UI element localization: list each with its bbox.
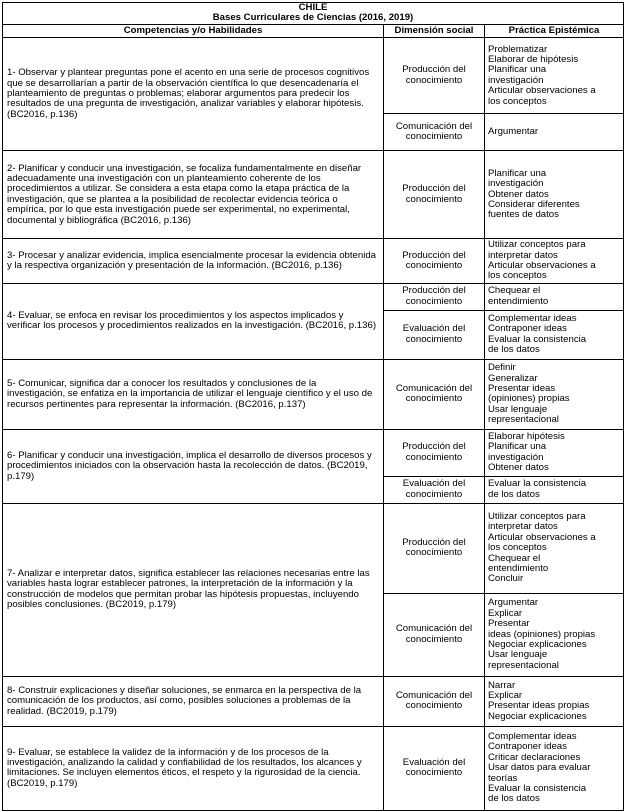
practica-item: de los datos — [488, 793, 540, 805]
practica-item: Usar datos para evaluar — [488, 762, 591, 774]
practica-item: Utilizar conceptos para — [488, 239, 586, 251]
competencia-cell: 3- Procesar y analizar evidencia, implica esencialmente procesar la evidencia obtenida y la respectiva organización y presentación de la información. (BC2016, p.136) — [3, 239, 384, 284]
practica-cell — [485, 429, 624, 476]
title-row — [3, 3, 624, 25]
practica-item: (opiniones) propias — [488, 393, 570, 405]
practica-item: Negociar explicaciones — [488, 639, 587, 651]
practica-item: Complementar ideas — [488, 730, 577, 742]
practica-item: entendimiento — [488, 295, 549, 307]
practica-item: representacional — [488, 414, 559, 426]
dimension-cell: Producción del conocimiento — [384, 503, 485, 593]
practica-item: interpretar datos — [488, 249, 558, 261]
table-body — [3, 38, 624, 811]
dimension-cell: Evaluación del conocimiento — [384, 726, 485, 810]
dimension-cell: Producción del conocimiento — [384, 38, 485, 114]
practica-item: Planificar una — [488, 167, 547, 179]
practica-item: Articular observaciones a — [488, 531, 596, 543]
dimension-cell: Producción del conocimiento — [384, 283, 485, 310]
table-row — [3, 283, 624, 310]
table-row — [3, 429, 624, 476]
table-row — [3, 359, 624, 429]
practica-item: Articular observaciones a — [488, 85, 596, 97]
practica-cell — [485, 310, 624, 359]
competencia-cell: 8- Construir explicaciones y diseñar soluciones, se enmarca en la perspectiva de la comunicación de los productos, así como, posibles soluciones a problemas de la realidad. (BC2019, p.179) — [3, 676, 384, 726]
practica-item: Obtener datos — [488, 188, 549, 200]
practica-item: Presentar ideas propias — [488, 700, 590, 712]
practica-cell — [485, 151, 624, 239]
table-row — [3, 503, 624, 593]
practica-item: Complementar ideas — [488, 313, 577, 325]
practica-item: Evaluar la consistencia — [488, 333, 587, 345]
practica-item: ideas (opiniones) propias — [488, 628, 596, 640]
practica-cell — [485, 283, 624, 310]
practica-item: Usar lenguaje — [488, 649, 548, 661]
practica-item: Elaborar de hipótesis — [488, 53, 579, 65]
dimension-cell: Producción del conocimiento — [384, 429, 485, 476]
practica-item: investigación — [488, 178, 544, 190]
practica-item: teorías — [488, 772, 518, 784]
practica-item: de los datos — [488, 344, 540, 356]
practica-item: Contraponer ideas — [488, 323, 567, 335]
practica-item: los conceptos — [488, 542, 547, 554]
table-row — [3, 38, 624, 114]
practica-cell — [485, 726, 624, 810]
practica-item: Argumentar — [488, 597, 539, 609]
practica-item: Usar lenguaje — [488, 403, 548, 415]
table-row — [3, 726, 624, 810]
practica-item: Considerar diferentes — [488, 198, 580, 210]
practica-item: interpretar datos — [488, 521, 558, 533]
practica-cell — [485, 239, 624, 284]
competencia-cell: 6- Planificar y conducir una investigación, implica el desarrollo de diversos procesos y procedimientos iniciados con la observación hasta la recolección de datos. (BC2019, p.179) — [3, 429, 384, 503]
table-row — [3, 239, 624, 284]
header-dimension: Dimensión social — [384, 24, 485, 37]
table-subtitle: Bases Curriculares de Ciencias (2016, 2019) — [212, 12, 414, 24]
practica-item: Presentar — [488, 618, 530, 630]
practica-item: Planificar una — [488, 441, 547, 453]
practica-item: Evaluar la consistencia — [488, 782, 587, 794]
practica-item: Explicar — [488, 689, 523, 701]
practica-item: Explicar — [488, 607, 523, 619]
table-row — [3, 151, 624, 239]
header-competencias: Competencias y/o Habilidades — [3, 24, 384, 37]
dimension-cell: Evaluación del conocimiento — [384, 476, 485, 503]
practica-cell — [485, 476, 624, 503]
practica-cell — [485, 359, 624, 429]
competencia-cell: 1- Observar y plantear preguntas pone el acento en una serie de procesos cognitivos que se desarrollarían a partir de la observación científica lo que desencadenaría el planteamiento de preguntas o problemas; elaborar argumentos para predecir los resultados de una pregunta de investigación, analizar variables y elaborar hipótesis. (BC2016, p.136) — [3, 38, 384, 151]
competencia-cell: 7- Analizar e interpretar datos, significa establecer las relaciones necesarias entre las variables hasta lograr establecer patrones, la interpretación de la información y la construcción de modelos que permitan probar las hipótesis propuestas, incluyendo posibles conclusiones. (BC2019, p.179) — [3, 503, 384, 676]
dimension-cell: Producción del conocimiento — [384, 151, 485, 239]
competencia-cell: 9- Evaluar, se establece la validez de la información y de los procesos de la investigación, analizando la calidad y confiabilidad de los resultados, los alcances y limitaciones. Se incluyen elementos éticos, el respeto y la rigurosidad de la ciencia. (BC2019, p.179) — [3, 726, 384, 810]
practica-item: Utilizar conceptos para — [488, 510, 586, 522]
practica-item: Contraponer ideas — [488, 741, 567, 753]
practica-item: Planificar una — [488, 64, 547, 76]
dimension-cell: Evaluación del conocimiento — [384, 310, 485, 359]
header-row — [3, 24, 624, 37]
dimension-cell: Producción del conocimiento — [384, 239, 485, 284]
dimension-cell: Comunicación del conocimiento — [384, 676, 485, 726]
practica-item: Criticar declaraciones — [488, 751, 581, 763]
practica-item: Articular observaciones a — [488, 260, 596, 272]
curriculum-table — [2, 2, 624, 811]
practica-item: los conceptos — [488, 270, 547, 282]
practica-item: Evaluar la consistencia — [488, 478, 587, 490]
practica-item: Problematizar — [488, 43, 548, 55]
practica-item: investigación — [488, 74, 544, 86]
table-title — [3, 3, 624, 25]
practica-cell — [485, 503, 624, 593]
practica-item: entendimiento — [488, 562, 549, 574]
dimension-cell: Comunicación del conocimiento — [384, 359, 485, 429]
header-practica: Práctica Epistémica — [485, 24, 624, 37]
practica-item: Presentar ideas — [488, 382, 556, 394]
competencia-cell: 5- Comunicar, significa dar a conocer los resultados y conclusiones de la investigación, se enfatiza en la importancia de utilizar el lenguaje científico y el uso de recursos pertinentes para representar la información. (BC2016, p.137) — [3, 359, 384, 429]
practica-cell — [485, 593, 624, 676]
practica-item: Argumentar — [488, 126, 539, 138]
competencia-cell: 4- Evaluar, se enfoca en revisar los procedimientos y los aspectos implicados y verificar los procesos y procedimientos realizados en la investigación. (BC2016, p.136) — [3, 283, 384, 359]
practica-item: Definir — [488, 362, 516, 374]
dimension-cell: Comunicación del conocimiento — [384, 114, 485, 151]
practica-item: Elaborar hipótesis — [488, 431, 565, 443]
dimension-cell: Comunicación del conocimiento — [384, 593, 485, 676]
practica-item: Concluir — [488, 573, 524, 585]
practica-item: Chequear el — [488, 285, 541, 297]
practica-item: los conceptos — [488, 95, 547, 107]
country-title: CHILE — [298, 2, 328, 13]
practica-item: Generalizar — [488, 372, 538, 384]
practica-cell — [485, 114, 624, 151]
practica-item: investigación — [488, 451, 544, 463]
practica-item: Narrar — [488, 679, 516, 691]
table-row — [3, 676, 624, 726]
practica-item: Chequear el — [488, 552, 541, 564]
competencia-cell: 2- Planificar y conducir una investigación, se focaliza fundamentalmente en diseñar adecuadamente una investigación con un planteamiento coherente de los procedimientos a utilizar. Se considera a esta etapa como la etapa práctica de la investigación, que se plantea a la posibilidad de recolectar evidencia teórica o empírica, por lo que esta investigación puede ser experimental, no experimental, documental y bibliográfica (BC2016, p.136) — [3, 151, 384, 239]
practica-item: fuentes de datos — [488, 209, 559, 221]
practica-cell — [485, 38, 624, 114]
practica-item: Negociar explicaciones — [488, 710, 587, 722]
practica-item: Obtener datos — [488, 462, 549, 474]
practica-item: representacional — [488, 659, 559, 671]
practica-item: de los datos — [488, 488, 540, 500]
practica-cell — [485, 676, 624, 726]
